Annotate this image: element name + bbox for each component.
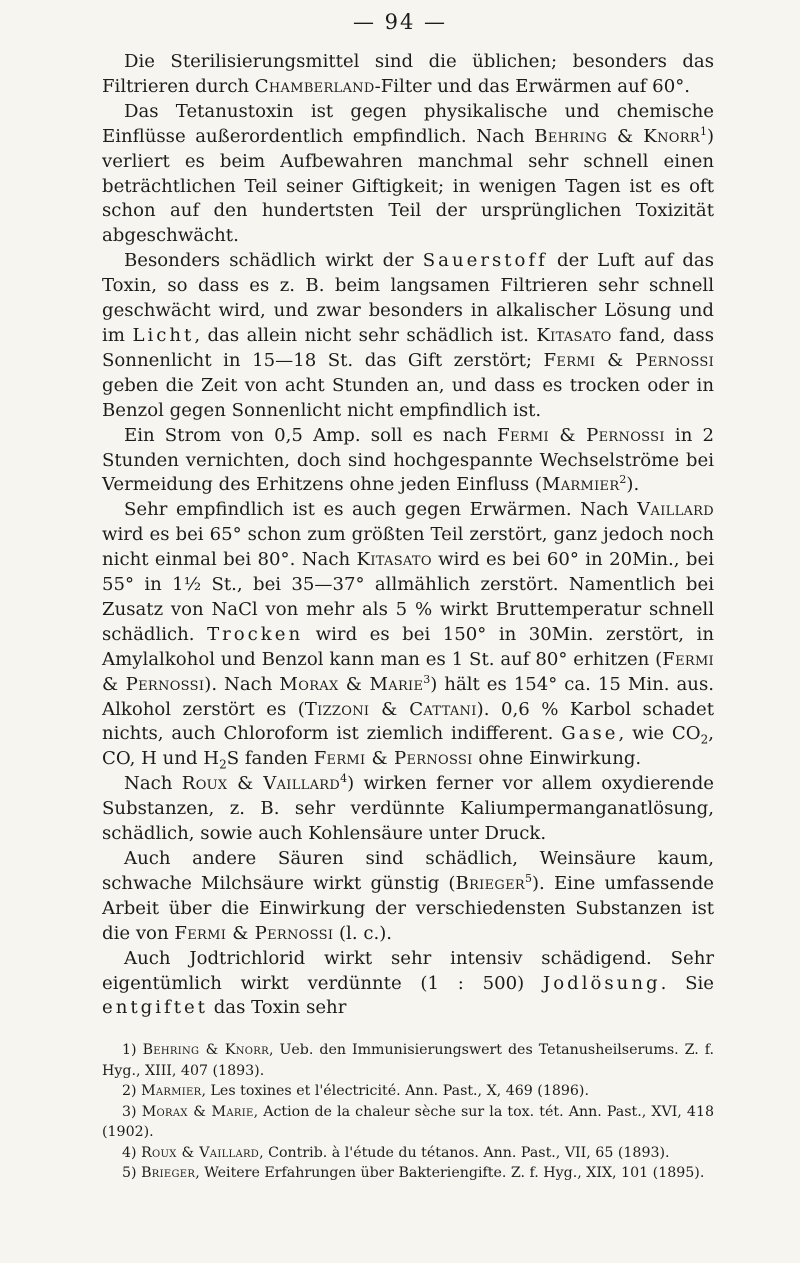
footnotes: [102, 1040, 714, 1184]
text-run: . Sie: [660, 972, 714, 994]
emphasized-term: entgiftet: [102, 997, 208, 1019]
text-run: ohne Einwirkung.: [472, 748, 642, 770]
paragraph-current: [102, 424, 714, 499]
footnote-1: 1) Behring & Knorr, Ueb. den Immunisierungswert des Tetanusheilserums. Z. f. Hyg., XIII, 407 (1893).: [102, 1042, 715, 1079]
emphasized-term: Gase: [561, 723, 619, 745]
text-run: in 2 Stunden vernichten, doch sind hochgespannte Wechselströme bei Vermeidung des Erhitzens ohne jeden Einfluss (: [102, 424, 714, 496]
author-name: Morax & Marie: [279, 673, 424, 695]
author-name: Vaillard: [637, 499, 714, 521]
paragraph-iodine: [102, 947, 714, 1022]
author-name: Fermi & Pernossi: [497, 424, 665, 446]
paragraph-oxidizing: [102, 772, 714, 847]
text-run: ). Eine umfassende Arbeit über die Einwirkung der verschiedensten Substanzen ist die von: [102, 872, 714, 944]
text-run: , das allein nicht sehr schädlich ist.: [194, 324, 537, 346]
body-text: [102, 50, 714, 1021]
footnote-number: 5: [122, 1165, 132, 1181]
subscript: 2: [700, 733, 709, 748]
author-name: Tizzoni & Cattani: [304, 698, 477, 720]
page-number: — 94 —: [352, 10, 448, 34]
footnote-text: , Ueb. den Immunisierungswert des Tetanusheilserums. Z. f. Hyg., XIII, 407 (1893).: [102, 1042, 715, 1079]
author-name: Behring & Knorr: [534, 125, 700, 147]
text-run: wird es bei 65° schon zum größten Teil zerstört, ganz jedoch noch nicht einmal bei 80°. Nach: [102, 524, 714, 571]
footnote-ref[interactable]: 2: [619, 473, 627, 487]
footnote-text: , Action de la chaleur sèche sur la tox. tét. Ann. Past., XVI, 418 (1902).: [102, 1103, 715, 1140]
paragraph-heat: [102, 498, 714, 772]
paragraph-sensitivity: [102, 100, 714, 249]
text-run: Die Sterilisierungsmittel sind die üblichen; besonders das Filtrieren durch: [102, 51, 714, 97]
author-name: Fermi & Pernossi: [174, 922, 334, 944]
footnote-text: , Weitere Erfahrungen über Bakteriengifte. Z. f. Hyg., XIX, 101 (1895).: [195, 1165, 705, 1181]
text-run: Ein Strom von 0,5 Amp. soll es nach: [124, 424, 498, 446]
text-run: -Filter und das Erwärmen auf 60°.: [374, 75, 691, 97]
subscript: 2: [219, 757, 227, 772]
text-run: Besonders schädlich wirkt der: [124, 250, 423, 272]
author-name: Chamberland: [254, 75, 375, 97]
paragraph-sterilization: [102, 50, 714, 100]
footnote-2: 2) Marmier, Les toxines et l'électricité. Ann. Past., X, 469 (1896).: [122, 1083, 589, 1099]
text-run: (l. c.).: [333, 922, 393, 944]
footnote-author: Roux & Vaillard: [141, 1144, 260, 1161]
text-run: S fanden: [226, 748, 314, 770]
footnote-3: 3) Morax & Marie, Action de la chaleur sèche sur la tox. tét. Ann. Past., XVI, 418 (1902).: [102, 1103, 715, 1140]
footnote-ref[interactable]: 5: [524, 871, 532, 885]
footnote-ref[interactable]: 4: [340, 772, 348, 786]
text-run: Auch andere Säuren sind schädlich, Weinsäure kaum, schwache Milchsäure wirkt günstig (: [102, 848, 714, 894]
text-run: ).: [626, 474, 640, 496]
footnote-author: Behring & Knorr: [142, 1042, 269, 1058]
text-run: geben die Zeit von acht Stunden an, und dass es trocken oder in Benzol gegen Sonnenlicht nicht empfindlich ist.: [102, 374, 714, 421]
text-run: Nach: [124, 773, 182, 795]
text-run: ) hält es 154° ca. 15 Min. aus. Alkohol zerstört es (: [102, 673, 714, 720]
paragraph-acids: [102, 847, 714, 947]
footnote-number: 1: [122, 1042, 132, 1058]
emphasized-term: Trocken: [207, 623, 304, 645]
footnote-text: , Les toxines et l'électricité. Ann. Past., X, 469 (1896).: [201, 1083, 589, 1099]
text-run: wird es bei 150° in 30Min. zerstört, in Amylalkohol und Benzol kann man es 1 St. auf 80° erhitzen (: [102, 623, 714, 670]
author-name: Fermi & Pernossi: [102, 648, 714, 695]
emphasized-term: Sauerstoff: [422, 250, 548, 272]
footnote-number: 3: [122, 1103, 132, 1120]
footnote-author: Marmier: [141, 1083, 202, 1099]
text-run: , wie CO: [618, 723, 701, 745]
text-run: fand, dass Sonnenlicht in 15—18 St. das Gift zerstört;: [102, 324, 715, 371]
text-run: Sehr empfindlich ist es auch gegen Erwärmen. Nach: [124, 499, 638, 521]
text-run: wird es bei 60° in 20Min., bei 55° in 1½ St., bei 35—37° allmählich zerstört. Namentlich bei Zusatz von NaCl von mehr als 5 % wirkt Bruttemperatur schnell schädlich.: [102, 549, 714, 645]
author-name: Kitasato: [356, 549, 432, 571]
footnote-ref[interactable]: 3: [423, 672, 431, 686]
footnote-4: 4) Roux & Vaillard, Contrib. à l'étude du tétanos. Ann. Past., VII, 65 (1893).: [122, 1144, 670, 1161]
author-name: Roux & Vaillard: [181, 773, 341, 795]
text-run: Auch Jodtrichlorid wirkt sehr intensiv schädigend. Sehr eigentümlich wirkt verdünnte (1 : 500): [102, 947, 714, 994]
text-run: ). Nach: [204, 673, 280, 695]
footnote-text: , Contrib. à l'étude du tétanos. Ann. Past., VII, 65 (1893).: [259, 1144, 670, 1161]
emphasized-term: Licht: [132, 324, 195, 346]
text-run: , CO, H und H: [102, 723, 714, 770]
emphasized-term: Jodlösung: [542, 972, 661, 994]
footnote-author: Brieger: [141, 1165, 196, 1181]
author-name: Kitasato: [536, 324, 612, 346]
text-run: ) wirken ferner vor allem oxydierende Substanzen, z. B. sehr verdünnte Kaliumpermanganatlösung, schädlich, sowie auch Kohlensäure unter Druck.: [102, 773, 714, 845]
text-run: Das Tetanustoxin ist gegen physikalische und chemische Einflüsse außerordentlich empfindlich. Nach: [102, 100, 714, 147]
footnote-number: 4: [122, 1144, 132, 1161]
paragraph-oxygen: [102, 249, 714, 423]
footnote-number: 2: [122, 1083, 132, 1099]
footnote-ref[interactable]: 1: [699, 124, 707, 138]
footnote-5: 5) Brieger, Weitere Erfahrungen über Bakteriengifte. Z. f. Hyg., XIX, 101 (1895).: [122, 1165, 705, 1181]
text-run: ) verliert es beim Aufbewahren manchmal sehr schnell einen beträchtlichen Teil seiner Giftigkeit; in wenigen Tagen ist es oft schon auf den hundertsten Teil der ursprünglichen Toxizität abgeschwächt.: [102, 125, 714, 247]
author-name: Fermi & Pernossi: [313, 748, 473, 770]
author-name: Brieger: [455, 872, 525, 894]
author-name: Fermi & Pernossi: [543, 349, 714, 371]
text-run: der Luft auf das Toxin, so dass es z. B. beim langsamen Filtrieren sehr schnell geschwächt wird, und zwar besonders in alkalischer Lösung und im: [102, 250, 715, 346]
footnote-author: Morax & Marie: [141, 1103, 254, 1120]
text-run: ). 0,6 % Karbol schadet nichts, auch Chloroform ist ziemlich indifferent.: [102, 698, 714, 745]
author-name: Marmier: [541, 474, 620, 496]
text-run: das Toxin sehr: [207, 997, 347, 1019]
